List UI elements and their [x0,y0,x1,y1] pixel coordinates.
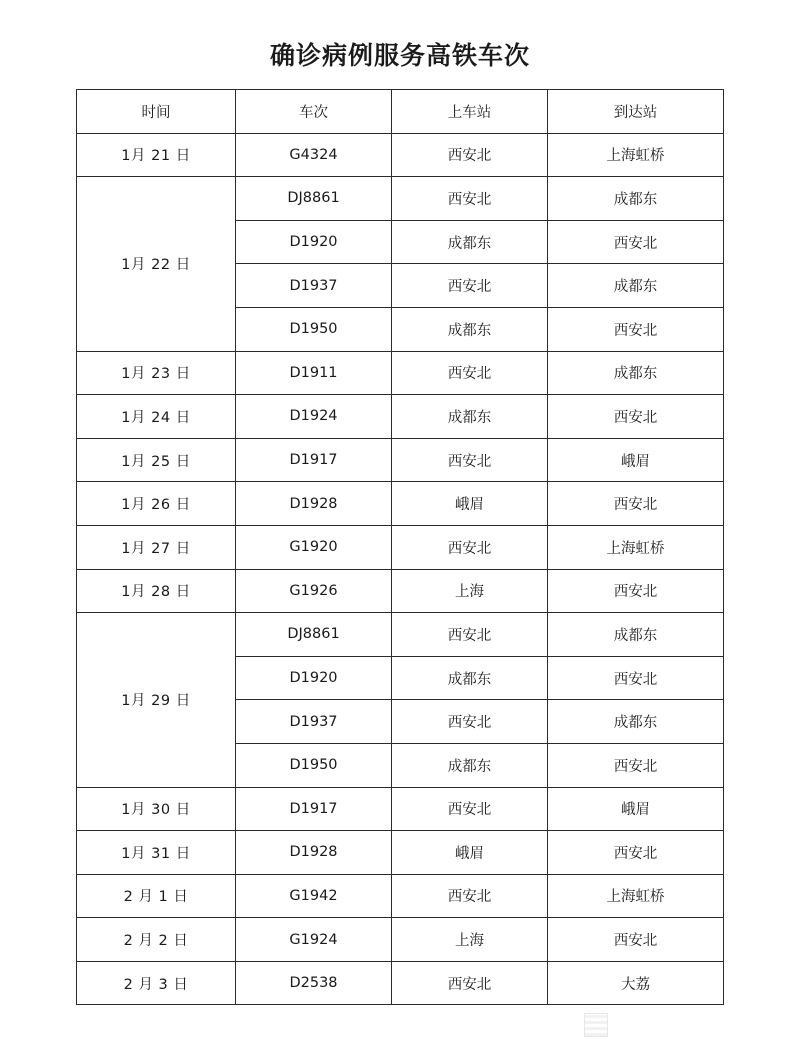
train-schedule-table [76,89,724,1005]
arrival-station-cell: 成都东 [548,613,724,657]
arrival-station-cell: 西安北 [548,918,724,962]
table-row [77,787,724,831]
arrival-station-cell: 峨眉 [548,438,724,482]
table-row [77,351,724,395]
table-row [77,569,724,613]
date-cell: 2 月 3 日 [77,961,236,1005]
date-cell: 1月 26 日 [77,482,236,526]
date-cell: 1月 29 日 [77,613,236,787]
train-number-cell: D2538 [236,961,392,1005]
train-number-cell: D1911 [236,351,392,395]
arrival-station-cell: 西安北 [548,743,724,787]
table-row [77,133,724,177]
arrival-station-cell: 西安北 [548,656,724,700]
date-cell: 1月 30 日 [77,787,236,831]
header-departure-station: 上车站 [392,90,548,134]
date-cell: 1月 23 日 [77,351,236,395]
arrival-station-cell: 上海虹桥 [548,874,724,918]
header-arrival-station: 到达站 [548,90,724,134]
arrival-station-cell: 成都东 [548,177,724,221]
departure-station-cell: 西安北 [392,177,548,221]
arrival-station-cell: 西安北 [548,831,724,875]
train-number-cell: G1924 [236,918,392,962]
watermark-logo [584,1013,608,1037]
departure-station-cell: 成都东 [392,220,548,264]
arrival-station-cell: 成都东 [548,700,724,744]
table-row [77,918,724,962]
header-date: 时间 [77,90,236,134]
departure-station-cell: 西安北 [392,787,548,831]
arrival-station-cell: 西安北 [548,307,724,351]
train-number-cell: D1928 [236,482,392,526]
table-row [77,874,724,918]
departure-station-cell: 西安北 [392,351,548,395]
departure-station-cell: 西安北 [392,961,548,1005]
date-cell: 1月 24 日 [77,395,236,439]
train-number-cell: DJ8861 [236,177,392,221]
page-title: 确诊病例服务高铁车次 [269,41,530,70]
departure-station-cell: 成都东 [392,656,548,700]
table-row [77,525,724,569]
train-number-cell: D1937 [236,700,392,744]
header-train: 车次 [236,90,392,134]
departure-station-cell: 成都东 [392,307,548,351]
train-number-cell: G1920 [236,525,392,569]
departure-station-cell: 峨眉 [392,482,548,526]
table-row [77,613,724,657]
train-number-cell: G1926 [236,569,392,613]
arrival-station-cell: 西安北 [548,482,724,526]
train-number-cell: D1928 [236,831,392,875]
departure-station-cell: 西安北 [392,700,548,744]
arrival-station-cell: 成都东 [548,351,724,395]
table-body [77,133,724,1005]
table-row [77,831,724,875]
arrival-station-cell: 西安北 [548,395,724,439]
departure-station-cell: 西安北 [392,874,548,918]
date-cell: 2 月 1 日 [77,874,236,918]
train-number-cell: G4324 [236,133,392,177]
train-number-cell: D1950 [236,743,392,787]
departure-station-cell: 上海 [392,918,548,962]
departure-station-cell: 西安北 [392,525,548,569]
arrival-station-cell: 成都东 [548,264,724,308]
departure-station-cell: 成都东 [392,395,548,439]
train-number-cell: D1920 [236,220,392,264]
table-row [77,395,724,439]
table-row [77,438,724,482]
departure-station-cell: 西安北 [392,264,548,308]
train-number-cell: D1917 [236,787,392,831]
departure-station-cell: 上海 [392,569,548,613]
arrival-station-cell: 上海虹桥 [548,133,724,177]
table-row [77,177,724,221]
train-number-cell: D1920 [236,656,392,700]
train-number-cell: D1950 [236,307,392,351]
departure-station-cell: 西安北 [392,613,548,657]
train-number-cell: D1924 [236,395,392,439]
arrival-station-cell: 西安北 [548,220,724,264]
table-row [77,961,724,1005]
date-cell: 1月 31 日 [77,831,236,875]
train-number-cell: G1942 [236,874,392,918]
date-cell: 1月 28 日 [77,569,236,613]
date-cell: 1月 21 日 [77,133,236,177]
departure-station-cell: 成都东 [392,743,548,787]
arrival-station-cell: 峨眉 [548,787,724,831]
departure-station-cell: 西安北 [392,133,548,177]
date-cell: 1月 27 日 [77,525,236,569]
date-cell: 1月 22 日 [77,177,236,351]
arrival-station-cell: 西安北 [548,569,724,613]
table-row [77,482,724,526]
train-number-cell: D1917 [236,438,392,482]
arrival-station-cell: 大荔 [548,961,724,1005]
date-cell: 2 月 2 日 [77,918,236,962]
date-cell: 1月 25 日 [77,438,236,482]
train-number-cell: D1937 [236,264,392,308]
table-header-row [77,90,724,134]
arrival-station-cell: 上海虹桥 [548,525,724,569]
departure-station-cell: 峨眉 [392,831,548,875]
train-number-cell: DJ8861 [236,613,392,657]
departure-station-cell: 西安北 [392,438,548,482]
